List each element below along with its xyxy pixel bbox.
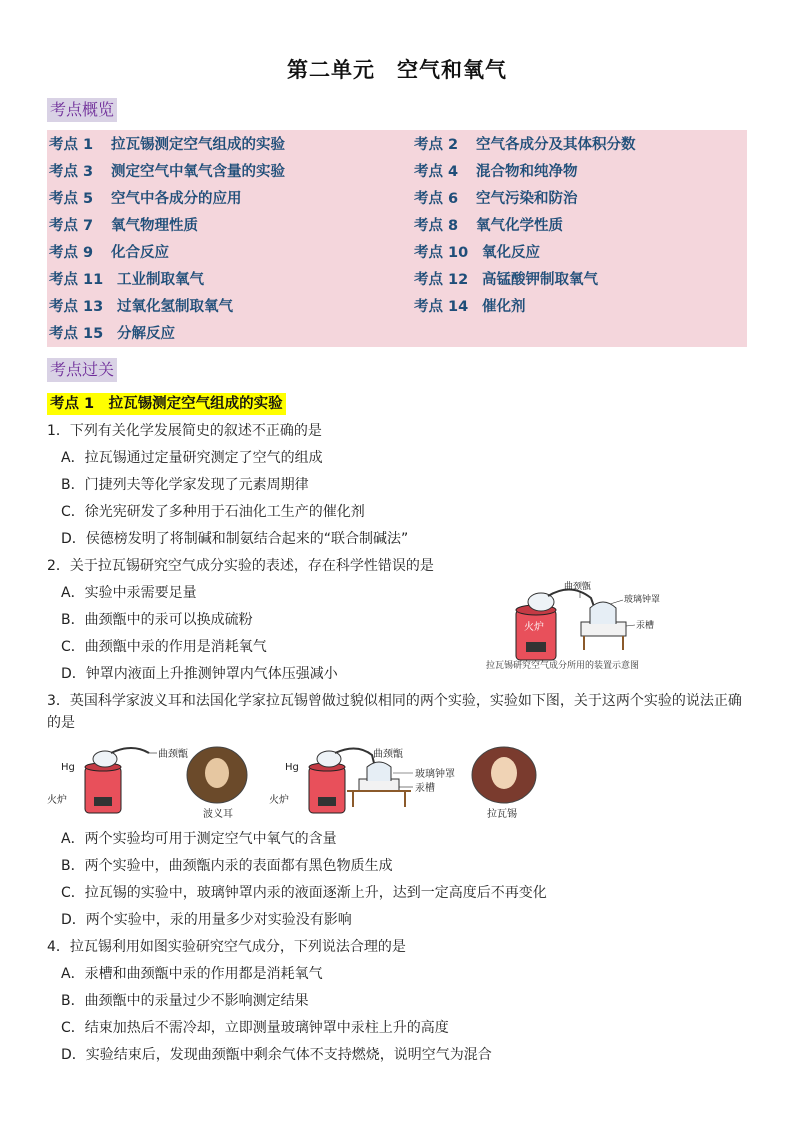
question-1-option-d: D．侯德榜发明了将制碱和制氨结合起来的“联合制碱法” bbox=[61, 531, 409, 547]
bell-jar-label: 玻璃钟罩 bbox=[624, 595, 661, 605]
question-4-stem: 4．拉瓦锡利用如图实验研究空气成分，下列说法合理的是 bbox=[47, 939, 406, 955]
lavoisier-apparatus-figure bbox=[486, 580, 696, 675]
pass-heading: 考点过关 bbox=[47, 358, 117, 382]
boyle-name-label: 波义耳 bbox=[203, 809, 233, 820]
overview-item: 考点 5 空气中各成分的应用 bbox=[49, 191, 242, 207]
question-2-stem: 2．关于拉瓦锡研究空气成分实验的表述，存在科学性错误的是 bbox=[47, 558, 434, 574]
right-furnace-label: 火炉 bbox=[269, 795, 289, 806]
mercury-trough-label: 汞槽 bbox=[636, 621, 655, 631]
question-2-option-b: B．曲颈甑中的汞可以换成硫粉 bbox=[61, 612, 253, 628]
question-4-option-b: B．曲颈甑中的汞量过少不影响测定结果 bbox=[61, 993, 309, 1009]
right-hg-label: Hg bbox=[285, 762, 299, 773]
question-4-option-a: A．汞槽和曲颈甑中汞的作用都是消耗氧气 bbox=[61, 966, 323, 982]
furnace-label: 火炉 bbox=[524, 622, 544, 633]
right-trough-label: 汞槽 bbox=[415, 783, 435, 794]
left-furnace-icon bbox=[85, 767, 121, 813]
overview-item: 考点 14 催化剂 bbox=[414, 299, 526, 315]
right-retort-label: 曲颈甑 bbox=[373, 749, 403, 760]
question-3-option-a: A．两个实验均可用于测定空气中氧气的含量 bbox=[61, 831, 337, 847]
left-furnace-label: 火炉 bbox=[47, 795, 67, 806]
left-hg-label: Hg bbox=[61, 762, 75, 773]
overview-item: 考点 11 工业制取氧气 bbox=[49, 272, 204, 288]
overview-item: 考点 9 化合反应 bbox=[49, 245, 169, 261]
overview-item: 考点 12 高锰酸钾制取氧气 bbox=[414, 272, 598, 288]
overview-item: 考点 1 拉瓦锡测定空气组成的实验 bbox=[49, 137, 285, 153]
overview-item: 考点 7 氧气物理性质 bbox=[49, 218, 198, 234]
overview-item: 考点 6 空气污染和防治 bbox=[414, 191, 578, 207]
overview-heading: 考点概览 bbox=[47, 98, 117, 122]
point-1-banner: 考点 1 拉瓦锡测定空气组成的实验 bbox=[47, 393, 286, 415]
right-bell-jar-icon bbox=[367, 762, 391, 781]
question-2-option-a: A．实验中汞需要足量 bbox=[61, 585, 197, 601]
question-3-option-d: D．两个实验中，汞的用量多少对实验没有影响 bbox=[61, 912, 352, 928]
right-bell-jar-label: 玻璃钟罩 bbox=[415, 769, 455, 780]
question-3-stem: 3．英国科学家波义耳和法国化学家拉瓦锡曾做过貌似相同的两个实验，实验如下图，关于这两个实验的说法正确的是 bbox=[47, 693, 742, 731]
overview-item: 考点 15 分解反应 bbox=[49, 326, 175, 342]
question-1-option-c: C．徐光宪研发了多种用于石油化工生产的催化剂 bbox=[61, 504, 365, 520]
question-1-stem: 1．下列有关化学发展简史的叙述不正确的是 bbox=[47, 423, 322, 439]
overview-item: 考点 8 氧气化学性质 bbox=[414, 218, 563, 234]
left-retort-icon bbox=[93, 751, 117, 767]
overview-item: 考点 3 测定空气中氧气含量的实验 bbox=[49, 164, 285, 180]
question-3-option-b: B．两个实验中，曲颈甑内汞的表面都有黑色物质生成 bbox=[61, 858, 393, 874]
page-title: 第二单元 空气和氧气 bbox=[287, 58, 507, 82]
question-2-option-c: C．曲颈甑中汞的作用是消耗氧气 bbox=[61, 639, 267, 655]
question-1-option-b: B．门捷列夫等化学家发现了元素周期律 bbox=[61, 477, 309, 493]
question-4-option-c: C．结束加热后不需冷却，立即测量玻璃钟罩中汞柱上升的高度 bbox=[61, 1020, 449, 1036]
question-2-option-d: D．钟罩内液面上升推测钟罩内气体压强减小 bbox=[61, 666, 338, 682]
figure-caption: 拉瓦锡研究空气成分所用的装置示意图 bbox=[486, 661, 640, 671]
left-retort-label: 曲颈甑 bbox=[158, 749, 188, 760]
mercury-trough-icon bbox=[581, 622, 626, 636]
retort-label: 曲颈甑 bbox=[564, 582, 592, 592]
bell-jar-icon bbox=[590, 602, 616, 624]
right-retort-icon bbox=[317, 751, 341, 767]
lavoisier-name-label: 拉瓦锡 bbox=[487, 809, 517, 820]
overview-item: 考点 13 过氧化氢制取氧气 bbox=[49, 299, 233, 315]
overview-table bbox=[47, 130, 747, 347]
overview-item: 考点 10 氧化反应 bbox=[414, 245, 540, 261]
right-furnace-icon bbox=[309, 767, 345, 813]
boyle-lavoisier-experiments-figure bbox=[47, 745, 547, 820]
question-1-option-a: A．拉瓦锡通过定量研究测定了空气的组成 bbox=[61, 450, 323, 466]
question-3-option-c: C．拉瓦锡的实验中，玻璃钟罩内汞的液面逐渐上升，达到一定高度后不再变化 bbox=[61, 885, 547, 901]
furnace-icon bbox=[516, 610, 556, 660]
question-4-option-d: D．实验结束后，发现曲颈甑中剩余气体不支持燃烧，说明空气为混合 bbox=[61, 1047, 492, 1063]
overview-item: 考点 4 混合物和纯净物 bbox=[414, 164, 578, 180]
overview-item: 考点 2 空气各成分及其体积分数 bbox=[414, 137, 636, 153]
